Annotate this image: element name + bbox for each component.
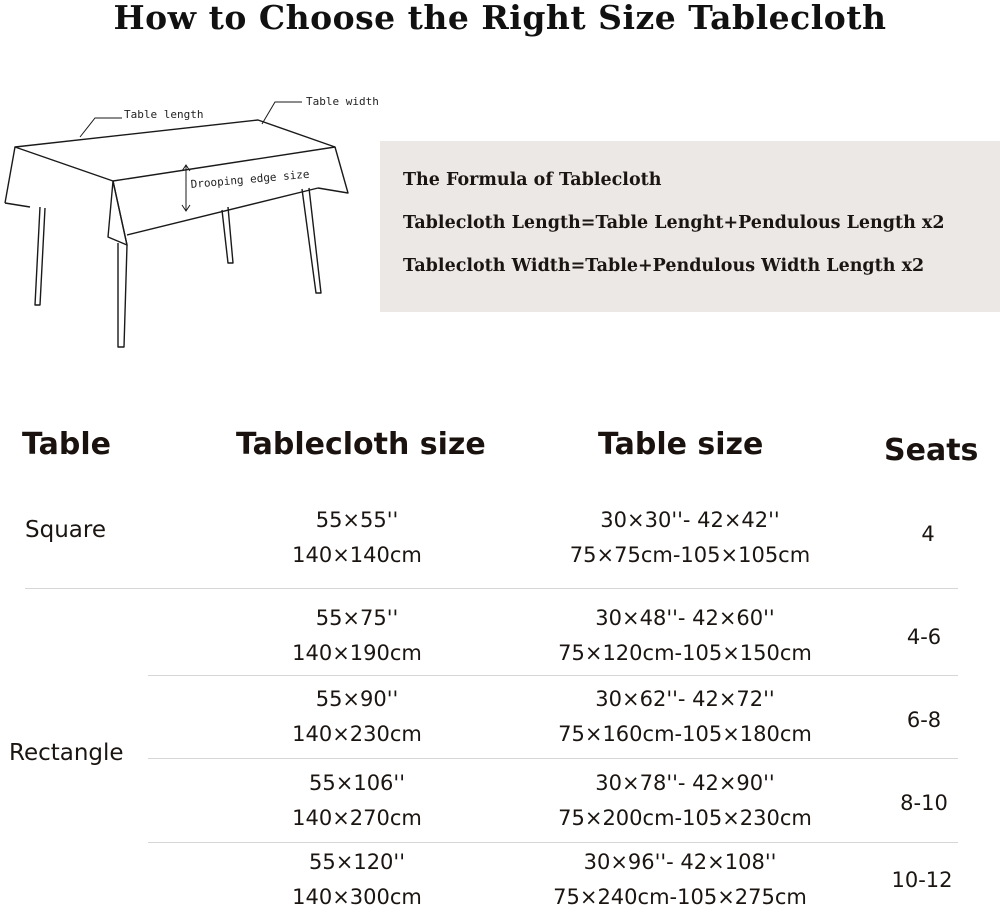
seats-cell: 4-6 [906,625,942,649]
drooping-edge-label: Drooping edge size [190,167,311,191]
table-size-cell: 30×62''- 42×72'' 75×160cm-105×180cm [558,687,812,746]
header-table: Table [22,427,111,462]
width-formula: Tablecloth Width=Table+Pendulous Width Length x2 [403,256,925,276]
seats-cell: 6-8 [906,708,942,732]
seats-cell: 4 [921,522,935,546]
row-divider [148,842,958,843]
formula-box [380,141,1000,312]
table-size-cell: 30×78''- 42×90'' 75×200cm-105×230cm [558,771,812,830]
tablecloth-size-cell: 55×120'' 140×300cm [292,850,422,909]
row-divider [148,758,958,759]
table-size-cell: 30×96''- 42×108'' 75×240cm-105×275cm [553,850,807,909]
tablecloth-size-cell: 55×55'' 140×140cm [292,508,422,567]
header-seats: Seats [884,433,979,468]
seats-cell: 8-10 [900,791,948,815]
formula-heading: The Formula of Tablecloth [403,170,662,190]
seats-cell: 10-12 [891,868,953,892]
header-table-size: Table size [598,427,764,462]
group-square: Square [25,517,106,543]
row-divider [25,588,958,589]
header-tablecloth-size: Tablecloth size [236,427,486,462]
table-size-cell: 30×48''- 42×60'' 75×120cm-105×150cm [558,606,812,665]
group-rectangle: Rectangle [9,740,124,766]
table-diagram [0,85,400,360]
tablecloth-size-cell: 55×106'' 140×270cm [292,771,422,830]
page-title: How to Choose the Right Size Tablecloth [113,0,887,37]
table-length-label: Table length [124,108,204,121]
row-divider [148,675,958,676]
table-width-label: Table width [306,95,379,108]
table-size-cell: 30×30''- 42×42'' 75×75cm-105×105cm [569,508,811,567]
length-formula: Tablecloth Length=Table Lenght+Pendulous Length x2 [403,213,945,233]
tablecloth-size-cell: 55×75'' 140×190cm [292,606,422,665]
tablecloth-size-cell: 55×90'' 140×230cm [292,687,422,746]
